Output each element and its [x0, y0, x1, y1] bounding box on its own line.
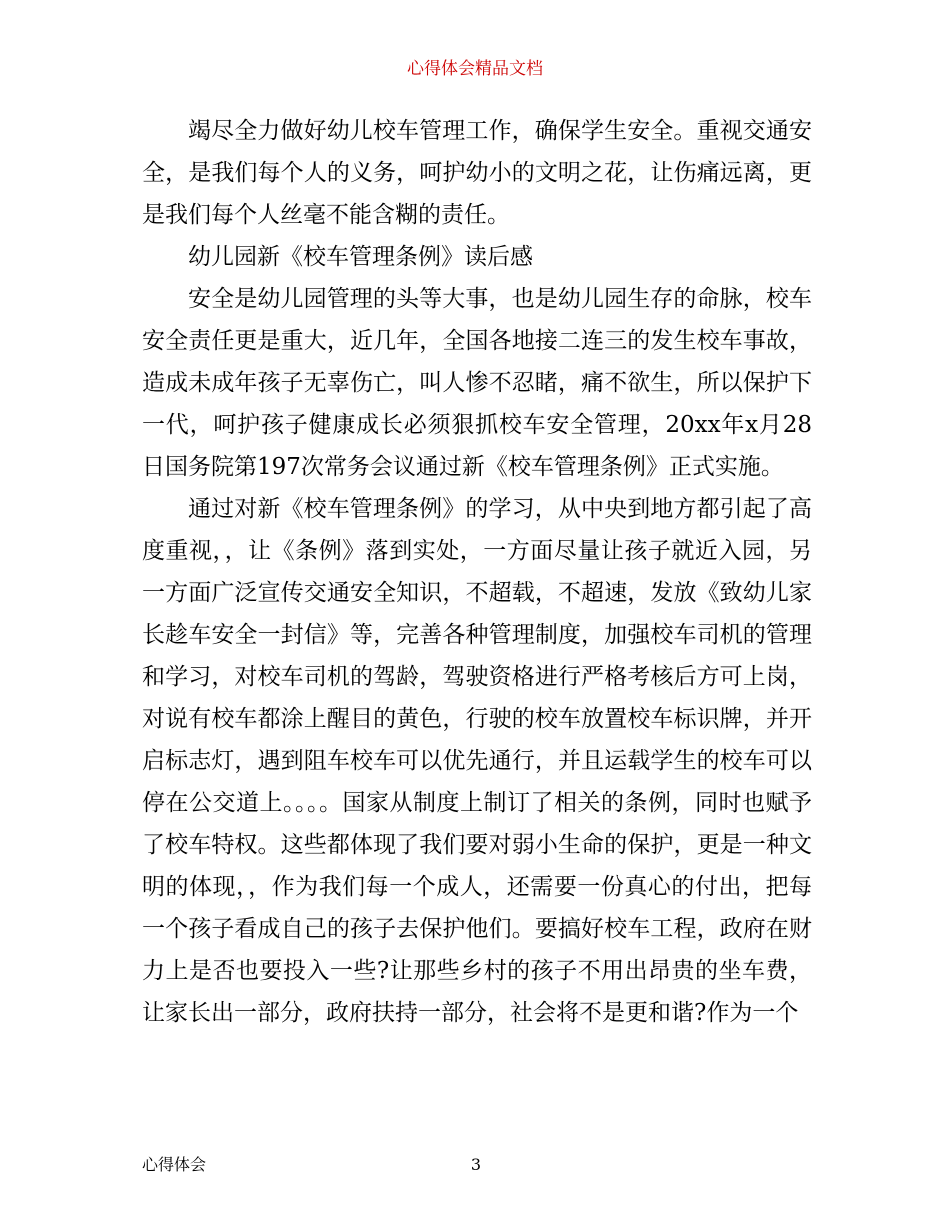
paragraph-1: 竭尽全力做好幼儿校车管理工作，确保学生安全。重视交通安全，是我们每个人的义务，呵护幼小的文明之花，让伤痛远离，更是我们每个人丝毫不能含糊的责任。	[142, 118, 812, 228]
page-header-title: 心得体会精品文档	[407, 59, 543, 79]
document-body	[142, 110, 812, 1034]
page-number: 3	[470, 1155, 482, 1174]
section-heading: 幼儿园新《校车管理条例》读后感	[188, 244, 533, 270]
paragraph-2: 安全是幼儿园管理的头等大事，也是幼儿园生存的命脉，校车安全责任更是重大，近几年，全国各地接二连三的发生校车事故，造成未成年孩子无辜伤亡，叫人惨不忍睹，痛不欲生，所以保护下一代，呵护孩子健康成长必须狠抓校车安全管理，20xx年x月28日国务院第197次常务会议通过新《校车管理条例》正式实施。	[142, 286, 812, 480]
footer-label: 心得体会	[142, 1155, 207, 1174]
paragraph-3: 通过对新《校车管理条例》的学习，从中央到地方都引起了高度重视，，让《条例》落到实处，一方面尽量让孩子就近入园，另一方面广泛宣传交通安全知识，不超载，不超速，发放《致幼儿家长趁车安全一封信》等，完善各种管理制度，加强校车司机的管理和学习，对校车司机的驾龄，驾驶资格进行严格考核后方可上岗，对说有校车都涂上醒目的黄色，行驶的校车放置校车标识牌，并开启标志灯，遇到阻车校车可以优先通行，并且运载学生的校车可以停在公交道上。。。。国家从制度上制订了相关的条例，同时也赋予了校车特权。这些都体现了我们要对弱小生命的保护，更是一种文明的体现，，作为我们每一个成人，还需要一份真心的付出，把每一个孩子看成自己的孩子去保护他们。要搞好校车工程，政府在财力上是否也要投入一些?让那些乡村的孩子不用出昂贵的坐车费，让家长出一部分，政府扶持一部分，社会将不是更和谐?作为一个	[142, 496, 812, 1026]
